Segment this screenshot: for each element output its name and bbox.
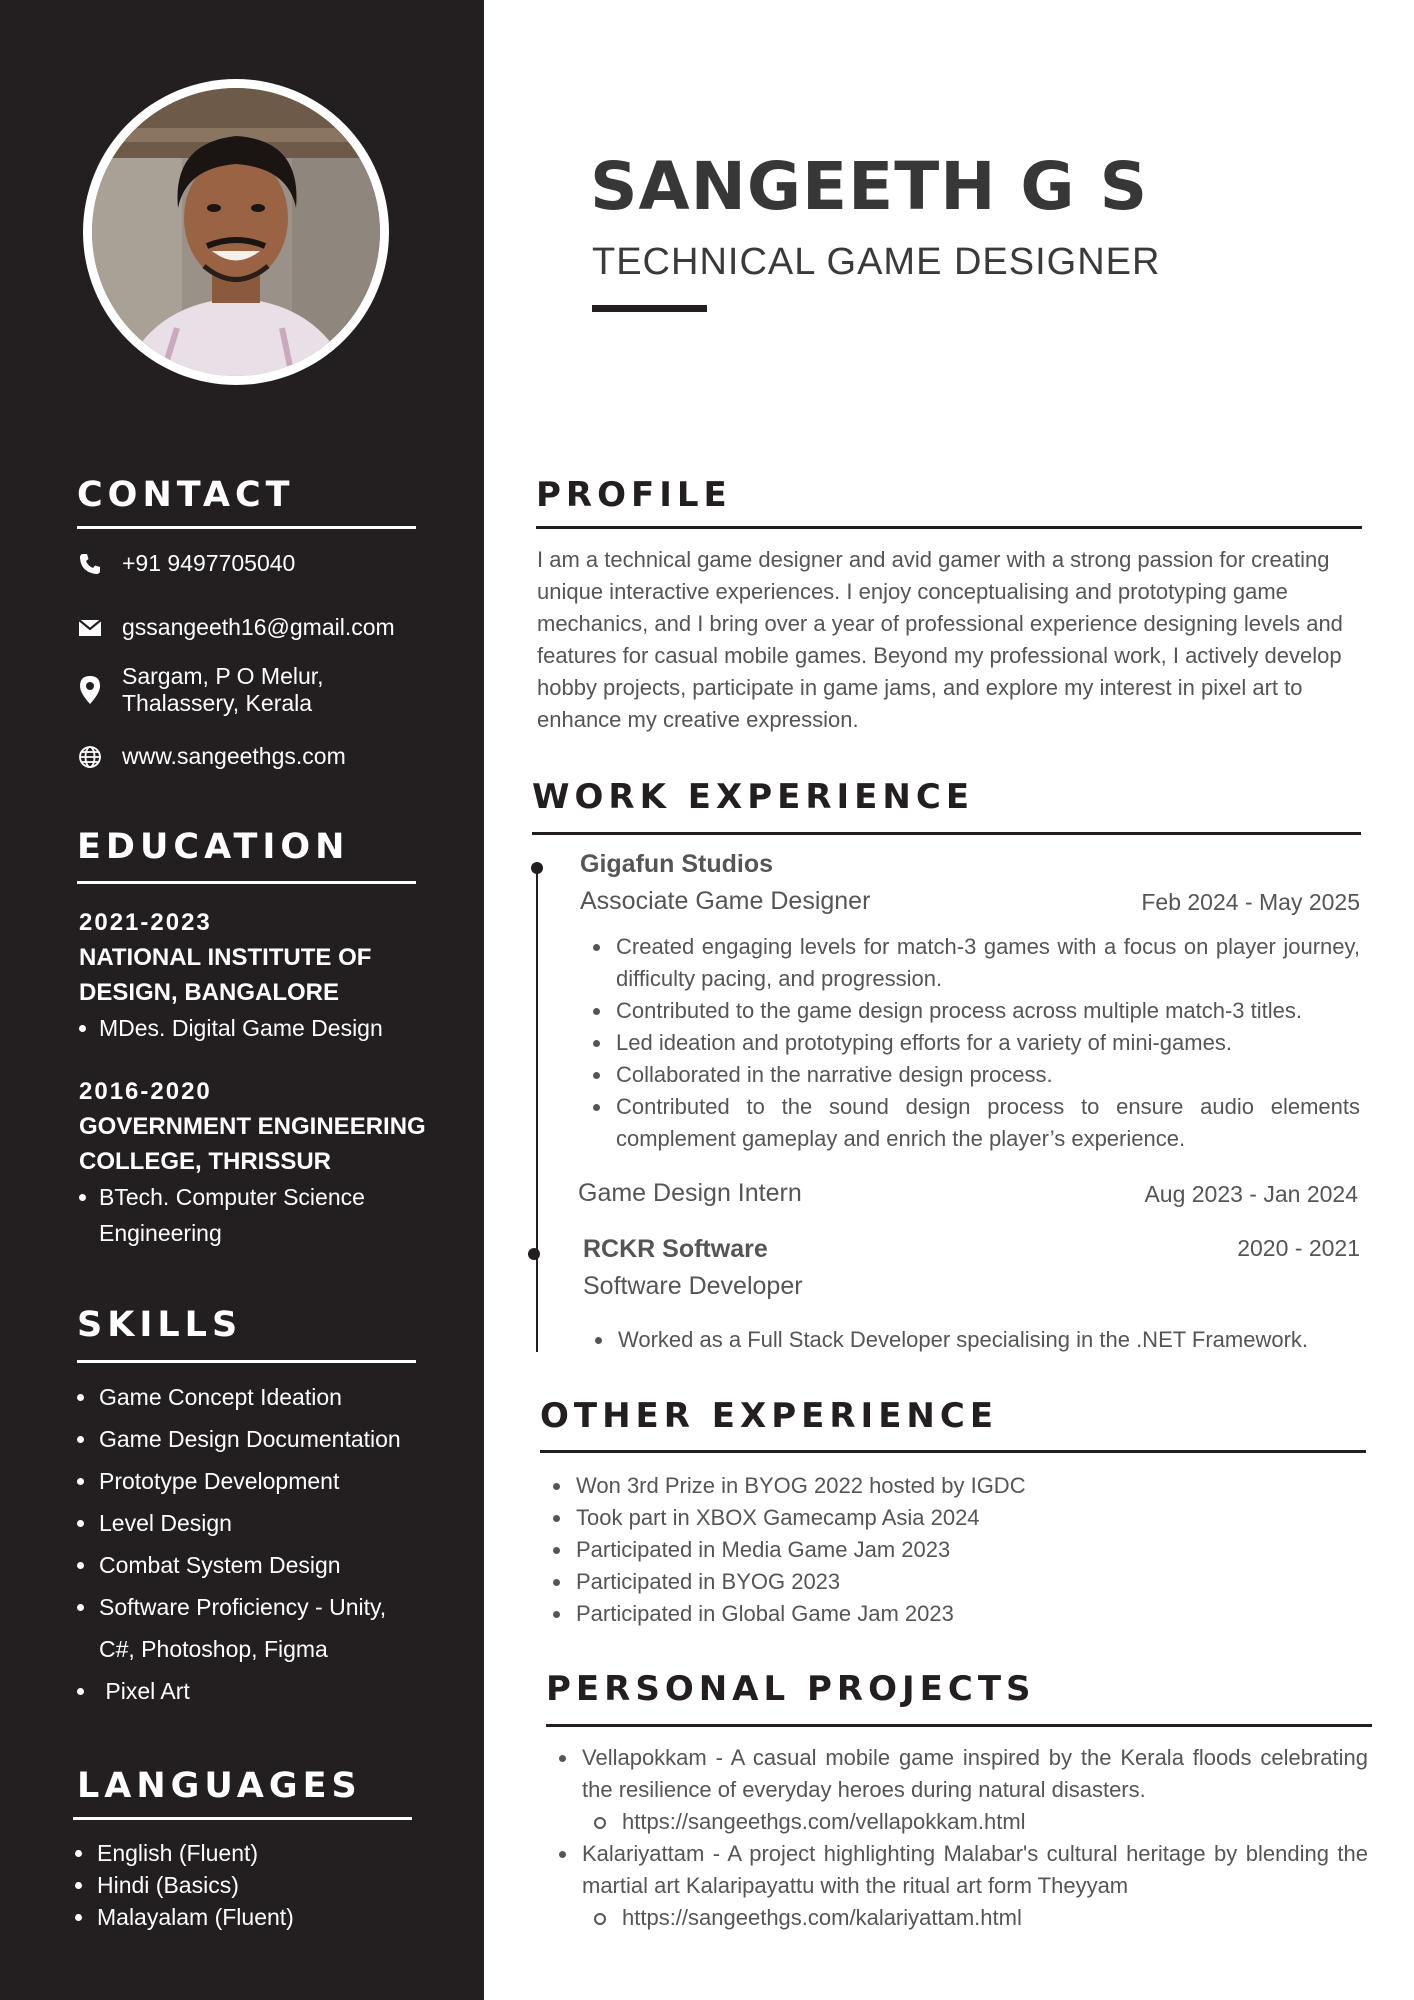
sidebar [0, 0, 484, 2000]
contact-phone[interactable] [77, 550, 467, 577]
list-item: Participated in BYOG 2023 [544, 1566, 1364, 1598]
phone-icon [77, 551, 103, 577]
address-line-1: Sargam, P O Melur, [122, 663, 324, 689]
project-description: Kalariyattam - A project highlighting Malabar's cultural heritage by blending the martial art Kalaripayattu with the ritual art form Theyyam [582, 1841, 1368, 1898]
list-item: English (Fluent) [75, 1837, 465, 1869]
job-dates: Aug 2023 - Jan 2024 [1144, 1181, 1358, 1207]
globe-icon [77, 744, 103, 770]
other-experience-divider [540, 1450, 1366, 1453]
education-school-line-1: NATIONAL INSTITUTE OF [79, 944, 372, 971]
project-description: Vellapokkam - A casual mobile game inspired by the Kerala floods celebrating the resilience of everyday heroes during natural disasters. [582, 1745, 1368, 1802]
list-item: Contributed to the sound design process to ensure audio elements complement gameplay and enrich the player’s experience. [584, 1091, 1360, 1155]
education-years: 2021-2023 [79, 909, 212, 936]
education-heading: EDUCATION [77, 827, 350, 867]
list-item: Contributed to the game design process across multiple match-3 titles. [584, 995, 1360, 1027]
list-item: Prototype Development [77, 1460, 467, 1502]
work-experience-heading: WORK EXPERIENCE [532, 777, 975, 817]
skills-divider [77, 1360, 416, 1363]
company-name: RCKR Software [583, 1235, 768, 1263]
mail-icon [77, 615, 103, 641]
list-item: Participated in Global Game Jam 2023 [544, 1598, 1364, 1630]
list-item: Worked as a Full Stack Developer specialising in the .NET Framework. [586, 1324, 1376, 1356]
phone-text: +91 9497705040 [122, 550, 296, 576]
personal-projects-divider [546, 1724, 1372, 1727]
list-item [550, 1742, 1368, 1838]
profile-text: I am a technical game designer and avid gamer with a strong passion for creating unique interactive experiences. I enjoy conceptualising and prototyping game mechanics, and I bring over a year of professional experience designing levels and features for casual mobile games. Beyond my professional work, I actively develop hobby projects, participate in game jams, and explore my interest in pixel art to enhance my creative expression. [537, 547, 1343, 732]
list-item: Game Concept Ideation [77, 1376, 467, 1418]
list-item: Took part in XBOX Gamecamp Asia 2024 [544, 1502, 1364, 1534]
list-item: Combat System Design [77, 1544, 467, 1586]
contact-address [77, 663, 467, 717]
profile-photo-frame [83, 79, 389, 385]
company-name: Gigafun Studios [580, 850, 774, 878]
education-degree [79, 1179, 459, 1251]
contact-email[interactable] [77, 614, 467, 641]
list-item: Led ideation and prototyping efforts for a variety of mini-games. [584, 1027, 1360, 1059]
languages-divider [73, 1817, 412, 1820]
job-bullets [586, 1324, 1376, 1356]
profile-divider [536, 526, 1362, 529]
skills-heading: SKILLS [77, 1305, 243, 1345]
page-title: SANGEETH G S [590, 148, 1149, 225]
profile-heading: PROFILE [536, 475, 732, 515]
education-divider [77, 881, 416, 884]
list-item: Created engaging levels for match-3 games with a focus on player journey, difficulty pacing, and progression. [584, 931, 1360, 995]
list-item: Participated in Media Game Jam 2023 [544, 1534, 1364, 1566]
location-pin-icon [77, 677, 103, 703]
list-item [77, 1586, 467, 1670]
list-item: Collaborated in the narrative design process. [584, 1059, 1360, 1091]
job-dates: 2020 - 2021 [1237, 1235, 1360, 1261]
project-link[interactable]: https://sangeethgs.com/kalariyattam.html [582, 1902, 1368, 1934]
list-item [550, 1838, 1368, 1934]
personal-projects-heading: PERSONAL PROJECTS [546, 1669, 1036, 1709]
languages-list [75, 1837, 465, 1933]
list-item: Hindi (Basics) [75, 1869, 465, 1901]
education-school-line-2: COLLEGE, THRISSUR [79, 1148, 332, 1175]
job-bullets [584, 931, 1360, 1155]
contact-website[interactable] [77, 743, 467, 770]
personal-projects-list [550, 1742, 1368, 1934]
timeline-line [536, 867, 538, 1352]
list-item: Malayalam (Fluent) [75, 1901, 465, 1933]
education-entry [79, 906, 459, 1046]
other-experience-list [544, 1470, 1364, 1630]
languages-heading: LANGUAGES [77, 1766, 362, 1806]
list-item: Game Design Documentation [77, 1418, 467, 1460]
timeline-dot [528, 1248, 540, 1260]
other-experience-heading: OTHER EXPERIENCE [540, 1396, 999, 1436]
website-link[interactable]: www.sangeethgs.com [122, 743, 346, 769]
email-text: gssangeeth16@gmail.com [122, 614, 395, 640]
education-degree-line-1: BTech. Computer Science [99, 1184, 365, 1210]
job-role: Software Developer [583, 1272, 803, 1300]
skill-line-2: C#, Photoshop, Figma [99, 1636, 328, 1662]
list-item: Won 3rd Prize in BYOG 2022 hosted by IGDC [544, 1470, 1364, 1502]
job-dates: Feb 2024 - May 2025 [1141, 889, 1360, 915]
list-item: Pixel Art [77, 1670, 467, 1712]
contact-heading: CONTACT [77, 475, 295, 515]
education-school-line-2: DESIGN, BANGALORE [79, 979, 340, 1006]
education-school-line-1: GOVERNMENT ENGINEERING [79, 1113, 426, 1140]
education-degree-line-2: Engineering [99, 1220, 222, 1246]
job-role: Game Design Intern [578, 1179, 802, 1207]
title-accent-bar [592, 305, 707, 312]
skill-line-1: Software Proficiency - Unity, [99, 1594, 387, 1620]
contact-divider [77, 526, 416, 529]
education-entry [79, 1075, 459, 1251]
job-role: Associate Game Designer [580, 887, 871, 915]
job-title: TECHNICAL GAME DESIGNER [592, 241, 1161, 283]
profile-photo [92, 88, 380, 376]
project-link[interactable]: https://sangeethgs.com/vellapokkam.html [582, 1806, 1368, 1838]
work-experience-divider [532, 832, 1361, 835]
education-years: 2016-2020 [79, 1078, 212, 1105]
list-item: Level Design [77, 1502, 467, 1544]
skills-list [77, 1376, 467, 1712]
education-degree: MDes. Digital Game Design [79, 1010, 459, 1046]
timeline-dot [531, 862, 543, 874]
address-line-2: Thalassery, Kerala [122, 690, 313, 716]
